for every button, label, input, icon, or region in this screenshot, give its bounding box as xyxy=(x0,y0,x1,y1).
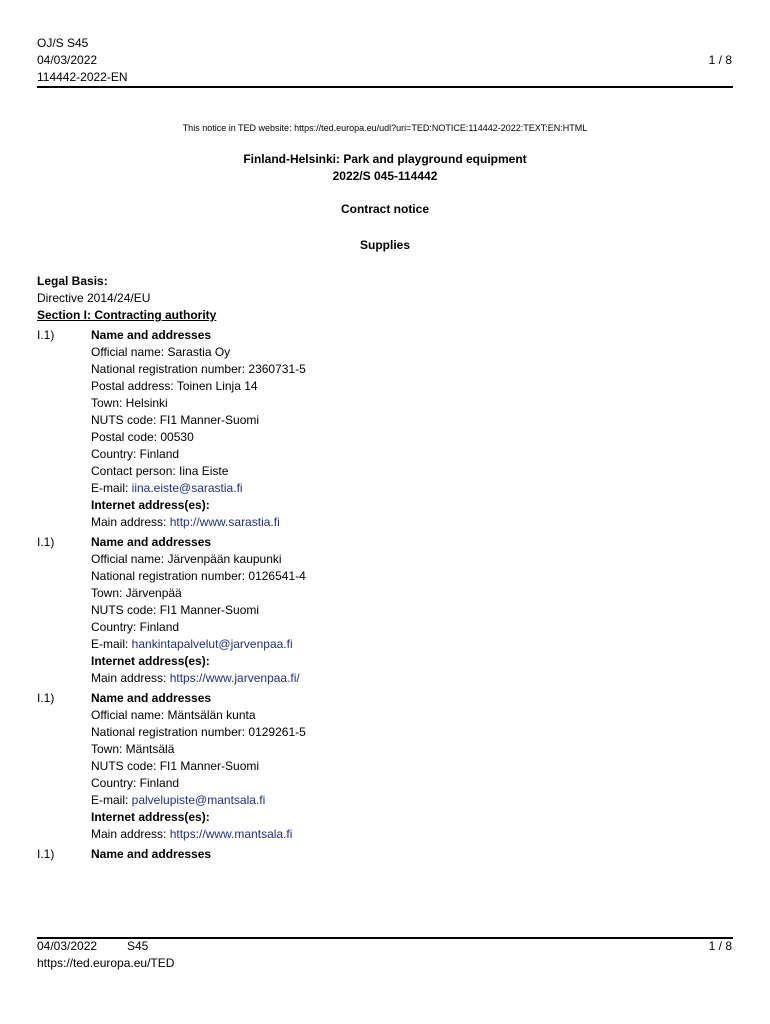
internet-addresses-label: Internet address(es): xyxy=(91,654,210,668)
email-row xyxy=(91,480,733,497)
official-name: Official name: Järvenpään kaupunki xyxy=(91,552,282,566)
footer-url: https://ted.europa.eu/TED xyxy=(37,956,175,970)
nuts-code: NUTS code: FI1 Manner-Suomi xyxy=(91,413,260,427)
registration-number: National registration number: 2360731-5 xyxy=(91,362,306,376)
main-address-link[interactable]: https://www.jarvenpaa.fi/ xyxy=(169,671,300,685)
town: Town: Mäntsälä xyxy=(91,742,175,756)
header-date: 04/03/2022 xyxy=(37,53,98,67)
entry-heading: Name and addresses xyxy=(91,535,212,549)
title-line-2: 2022/S 045-114442 xyxy=(332,169,438,183)
ted-website-link[interactable]: This notice in TED website: https://ted.europa.eu/udl?uri=TED:NOTICE:114442-2022:TEXT:EN:HTML xyxy=(182,123,588,133)
town: Town: Helsinki xyxy=(91,396,168,410)
email-link[interactable]: hankintapalvelut@jarvenpaa.fi xyxy=(131,637,293,651)
notice-id: 114442-2022-EN xyxy=(37,70,128,84)
section-heading: Section I: Contracting authority xyxy=(37,308,217,322)
notice-category: Supplies xyxy=(359,238,410,252)
main-address-row xyxy=(91,826,733,843)
nuts-code: NUTS code: FI1 Manner-Suomi xyxy=(91,759,260,773)
entry-number: I.1) xyxy=(37,691,55,705)
country: Country: Finland xyxy=(91,776,180,790)
entry-number: I.1) xyxy=(37,535,55,549)
contact-person: Contact person: Iina Eiste xyxy=(91,464,229,478)
authority-entry xyxy=(37,846,733,863)
official-name: Official name: Sarastia Oy xyxy=(91,345,231,359)
authority-entry xyxy=(37,534,733,687)
postal-address: Postal address: Toinen Linja 14 xyxy=(91,379,258,393)
journal-ref: OJ/S S45 xyxy=(37,36,89,50)
email-link[interactable]: iina.eiste@sarastia.fi xyxy=(131,481,243,495)
main-address-label: Main address: xyxy=(91,827,170,841)
main-address-label: Main address: xyxy=(91,671,170,685)
title-line-1: Finland-Helsinki: Park and playground equipment xyxy=(243,152,527,166)
entry-heading: Name and addresses xyxy=(91,847,212,861)
header-divider xyxy=(37,86,733,88)
internet-addresses-label: Internet address(es): xyxy=(91,498,210,512)
main-address-row xyxy=(91,514,733,531)
document-header xyxy=(37,35,128,86)
authority-entry xyxy=(37,327,733,531)
postal-code: Postal code: 00530 xyxy=(91,430,194,444)
footer-page-number: 1 / 8 xyxy=(708,939,732,953)
entry-number: I.1) xyxy=(37,847,55,861)
country: Country: Finland xyxy=(91,447,180,461)
main-address-row xyxy=(91,670,733,687)
internet-addresses-label: Internet address(es): xyxy=(91,810,210,824)
entry-heading: Name and addresses xyxy=(91,328,212,342)
official-name: Official name: Mäntsälän kunta xyxy=(91,708,256,722)
entry-heading: Name and addresses xyxy=(91,691,212,705)
country: Country: Finland xyxy=(91,620,180,634)
main-address-link[interactable]: http://www.sarastia.fi xyxy=(169,515,280,529)
footer-series: S45 xyxy=(127,939,149,953)
legal-basis-label: Legal Basis: xyxy=(37,274,108,288)
notice-title xyxy=(0,151,770,185)
header-page-number: 1 / 8 xyxy=(708,53,732,67)
email-label: E-mail: xyxy=(91,481,132,495)
document-footer xyxy=(37,938,174,972)
authority-entry xyxy=(37,690,733,843)
legal-basis-value: Directive 2014/24/EU xyxy=(37,291,151,305)
town: Town: Järvenpää xyxy=(91,586,182,600)
nuts-code: NUTS code: FI1 Manner-Suomi xyxy=(91,603,260,617)
main-address-link[interactable]: https://www.mantsala.fi xyxy=(169,827,293,841)
registration-number: National registration number: 0129261-5 xyxy=(91,725,306,739)
email-label: E-mail: xyxy=(91,637,132,651)
main-address-label: Main address: xyxy=(91,515,170,529)
registration-number: National registration number: 0126541-4 xyxy=(91,569,306,583)
email-link[interactable]: palvelupiste@mantsala.fi xyxy=(131,793,266,807)
email-row xyxy=(91,792,733,809)
notice-type: Contract notice xyxy=(340,202,429,216)
footer-date: 04/03/2022 xyxy=(37,939,98,953)
email-row xyxy=(91,636,733,653)
notice-body xyxy=(37,273,733,863)
entry-number: I.1) xyxy=(37,328,55,342)
email-label: E-mail: xyxy=(91,793,132,807)
